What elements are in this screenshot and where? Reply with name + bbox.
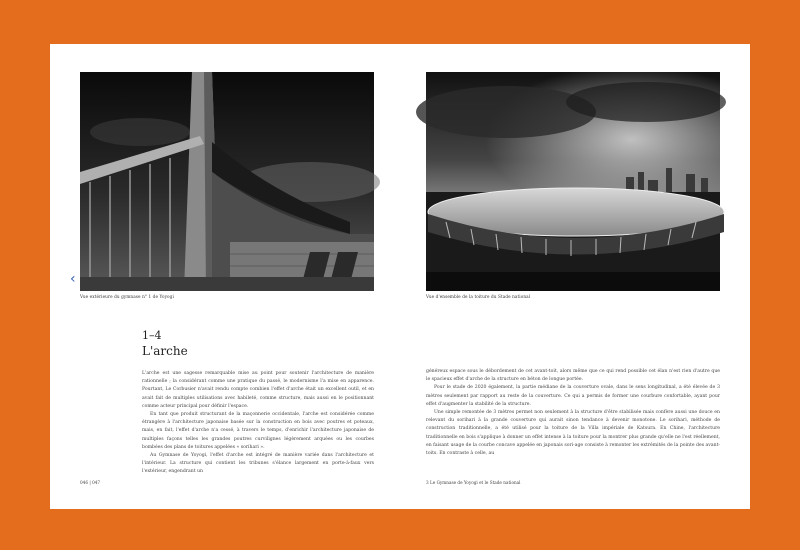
stadium-photo [426, 72, 720, 291]
book-spread [50, 44, 750, 509]
page-folio-right: 3 Le Gymnase de Yoyogi et le Stade national [426, 480, 521, 485]
body-paragraph: Une simple remontée de 3 mètres permet non seulement à la structure d'être stabilisée mais confère aussi une douce en relevant du sorihari à la grande couverture qui aurait sinon tendance à devenir monotone. Le sorihari, méthode de construction traditionnelle, a été utilisé pour la toiture de la Villa impériale de Katsura. En Chine, l'architecture traditionnelle en bois s'applique à donner un effet intense à la toiture pour la montrer plus grande qu'elle ne l'est réellement, en faisant usage de la courbe concave appelée en japonais sori-age consiste à remonter les extrémités de la pointe des avant-toits. En contraste à celle, au [426, 410, 720, 457]
gymnasium-photo-caption: Vue extérieure du gymnase n° 1 de Yoyogi [80, 294, 174, 299]
chapter-title: L'arche [142, 344, 188, 358]
body-paragraph: L'arche est une sagesse remarquable mise au point pour soutenir l'architecture de manière rationnelle ; la considérant comme une pratique du passé, le modernisme l'a mise en apparence. Pourtant, Le Corbusier n'avait rendu compte combien l'effet d'arche était un excellent outil, et en avait fait de multiples utilisations avec habileté, comme structure, mais aussi en le positionnant comme acteur principal pour définir l'espace. [142, 371, 374, 409]
left-body-text [142, 370, 374, 475]
body-paragraph: Au Gymnase de Yoyogi, l'effet d'arche est intégré de manière variée dans l'architecture et l'intérieur. La structure qui contient les tribunes s'élance largement en porte-à-faux vers l'extérieur, engendrant un [142, 453, 374, 475]
right-body-text [426, 368, 720, 480]
stadium-photo-caption: Vue d'ensemble de la toiture du Stade national [426, 294, 531, 299]
page-folio-left: 046 | 047 [80, 480, 101, 485]
gymnasium-photo [80, 72, 374, 291]
body-paragraph: En tant que produit structurant de la maçonnerie occidentale, l'arche est considérée comme étrangère à l'architecture japonaise basée sur la construction en bois avec poutres et poteaux, mais, en fait, l'effet d'arche n'a cessé, à travers le temps, d'enrichir l'architecture japonaise de multiples façons telles les grandes poutres curvilignes légèrement arquées ou les courbes bombées des plans de toitures appelées « sorihari ». [142, 412, 374, 450]
body-paragraph: généreux espace sous le débordement de cet avant-toit, alors même que ce qui rend possible cet élan n'est rien d'autre que le spacieux effet d'arche de la structure en béton de longue portée. [426, 369, 720, 383]
chapter-number: 1–4 [142, 329, 162, 342]
body-paragraph: Pour le stade de 2020 également, la partie médiane de la couverture ovale, dans le sens longitudinal, a été élevée de 3 mètres seulement par rapport au reste de la couverture. Ce qui a permis de former une courbure confortable, ayant pour effet d'augmenter la stabilité de la structure. [426, 385, 720, 407]
previous-page-icon[interactable]: ‹ [70, 271, 76, 287]
